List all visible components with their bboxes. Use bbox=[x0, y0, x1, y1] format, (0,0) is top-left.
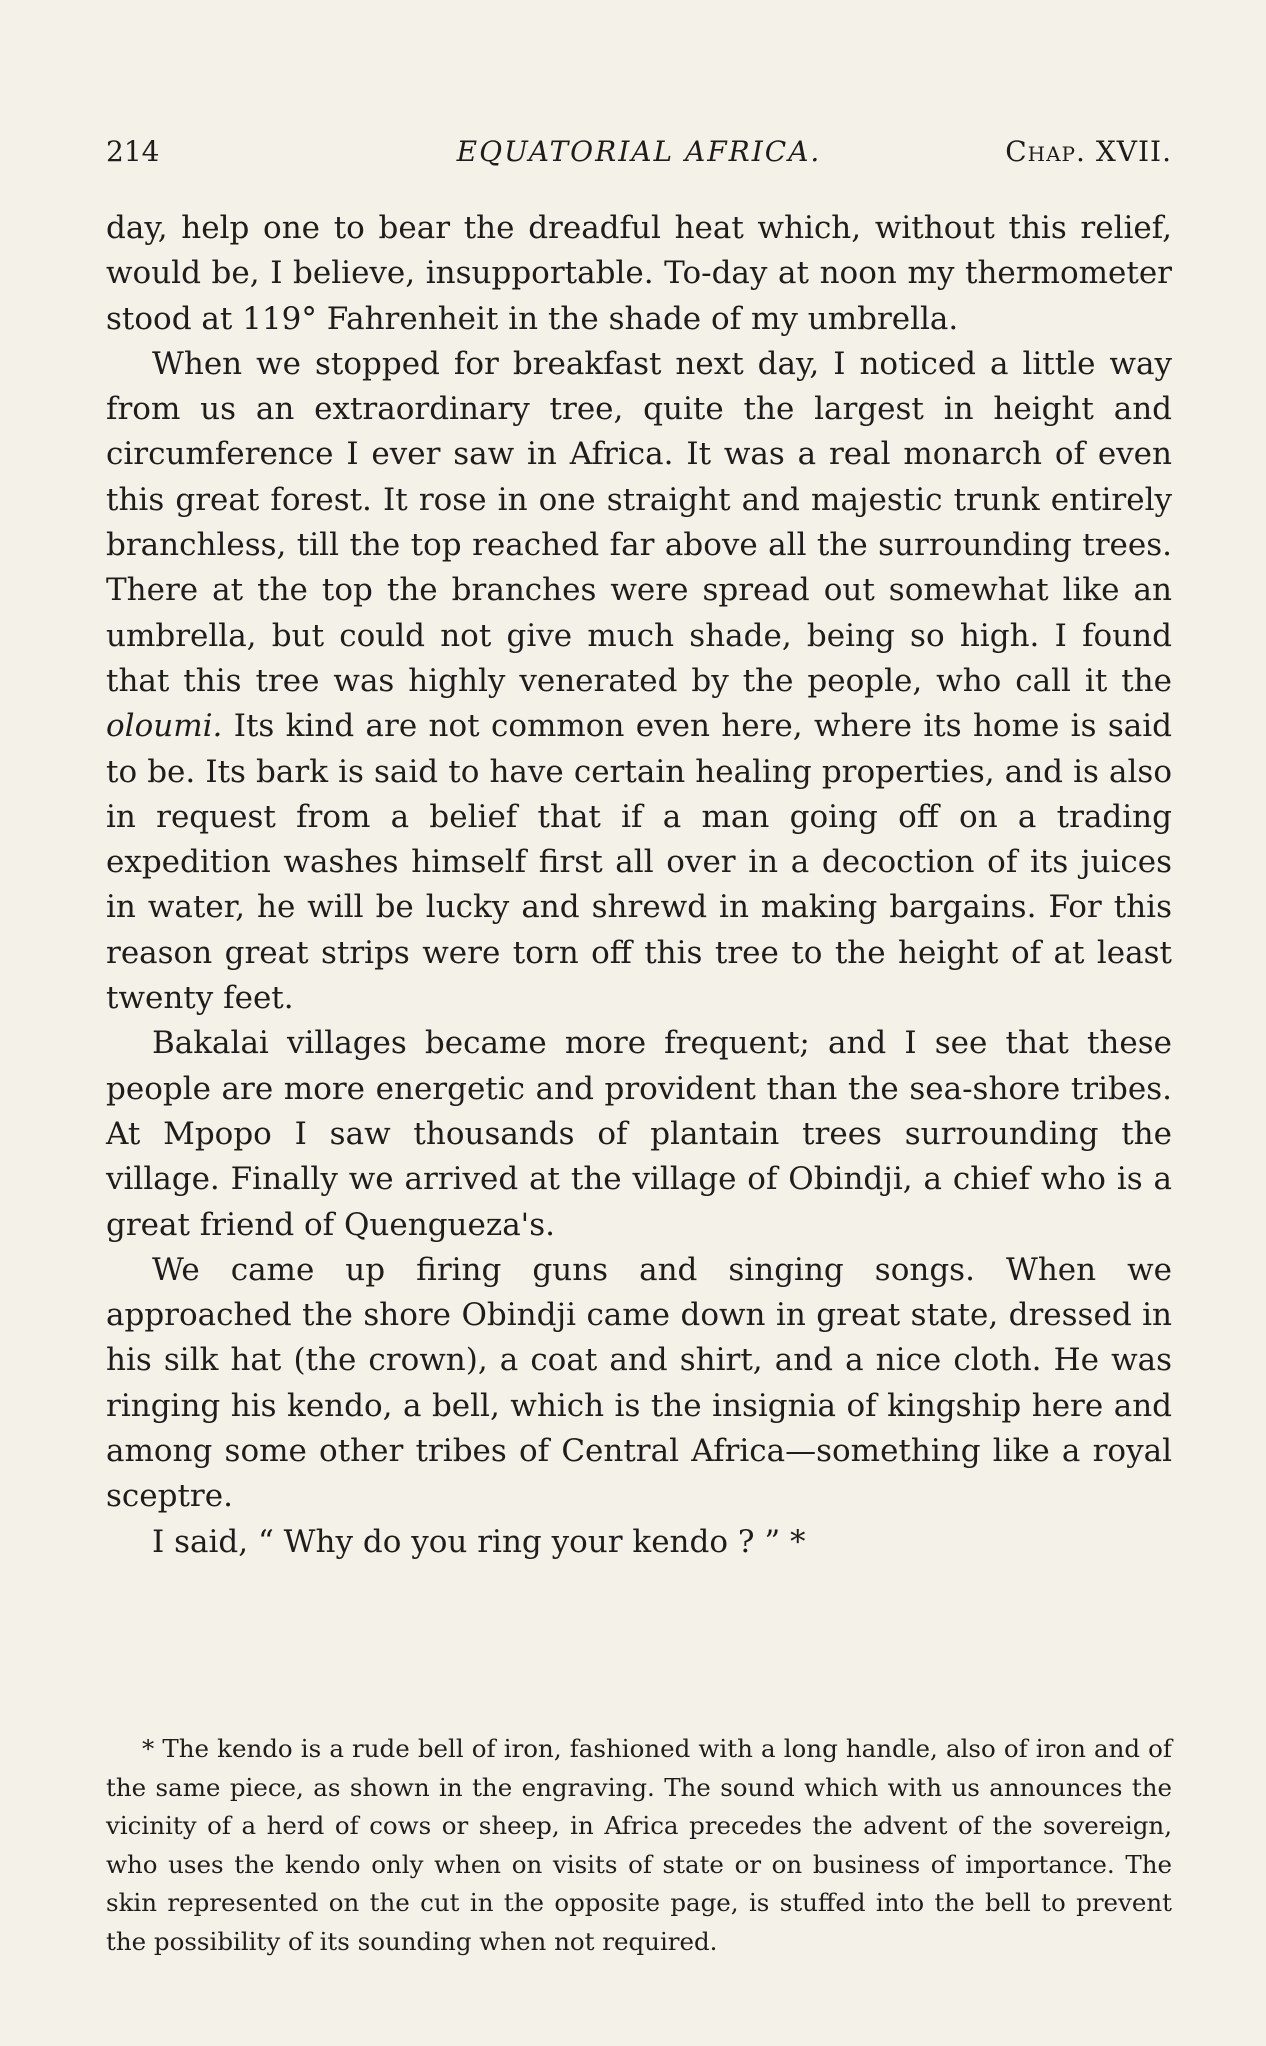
paragraph-3: Bakalai villages became more frequent; and I see that these people are more energetic and provident than the sea-shore tribes. At Mpopo I saw thousands of plantain trees surrounding the village. Finally we arrived at the village of Obindji, a chief who is a great friend of Quengueza's. bbox=[106, 1025, 1172, 1243]
body-text bbox=[106, 206, 1172, 1565]
running-title: EQUATORIAL AFRICA. bbox=[456, 135, 822, 168]
running-header bbox=[106, 132, 1172, 172]
paragraph-2-end: Its kind are not common even here, where its home is said to be. Its bark is said to have certain healing properties, and is also in request from a belief that if a man going off on a trading expedition washes himself first all over in a decoction of its juices in water, he will be lucky and shrewd in making bargains. For this reason great strips were torn off this tree to the height of at least twenty feet. bbox=[106, 708, 1172, 1017]
page-number: 214 bbox=[106, 135, 160, 168]
paragraph-5: I said, “ Why do you ring your kendo ? ” * bbox=[152, 1523, 806, 1560]
footnote-text: * The kendo is a rude bell of iron, fashioned with a long handle, also of iron and of the same piece, as shown in the engraving. The sound which with us announces the vicinity of a herd of cows or sheep, in Africa precedes the advent of the sovereign, who uses the kendo only when on visits of state or on business of importance. The skin represented on the cut in the opposite page, is stuffed into the bell to prevent the possibility of its sounding when not required. bbox=[106, 1734, 1172, 1956]
paragraph-2-start: When we stopped for breakfast next day, I noticed a little way from us an extraordinary tree, quite the largest in height and circumference I ever saw in Africa. It was a real monarch of even this great forest. It rose in one straight and majestic trunk entirely branchless, till the top reached far above all the surrounding trees. There at the top the branches were spread out somewhat like an umbrella, but could not give much shade, being so high. I found that this tree was highly venerated by the people, who call it the bbox=[106, 345, 1172, 699]
footnote bbox=[106, 1730, 1172, 1961]
tree-name: oloumi. bbox=[106, 708, 223, 745]
paragraph-2 bbox=[106, 342, 1172, 1021]
paragraph-1: day, help one to bear the dreadful heat which, without this relief, would be, I believe, insupportable. To-day at noon my thermometer stood at 119° Fahrenheit in the shade of my umbrella. bbox=[106, 210, 1172, 337]
paragraph-4: We came up firing guns and singing songs. When we approached the shore Obindji came down in great state, dressed in his silk hat (the crown), a coat and shirt, and a nice cloth. He was ringing his kendo, a bell, which is the insignia of kingship here and among some other tribes of Central Africa—something like a royal sceptre. bbox=[106, 1251, 1172, 1515]
chapter-label: Chap. XVII. bbox=[1005, 135, 1172, 168]
